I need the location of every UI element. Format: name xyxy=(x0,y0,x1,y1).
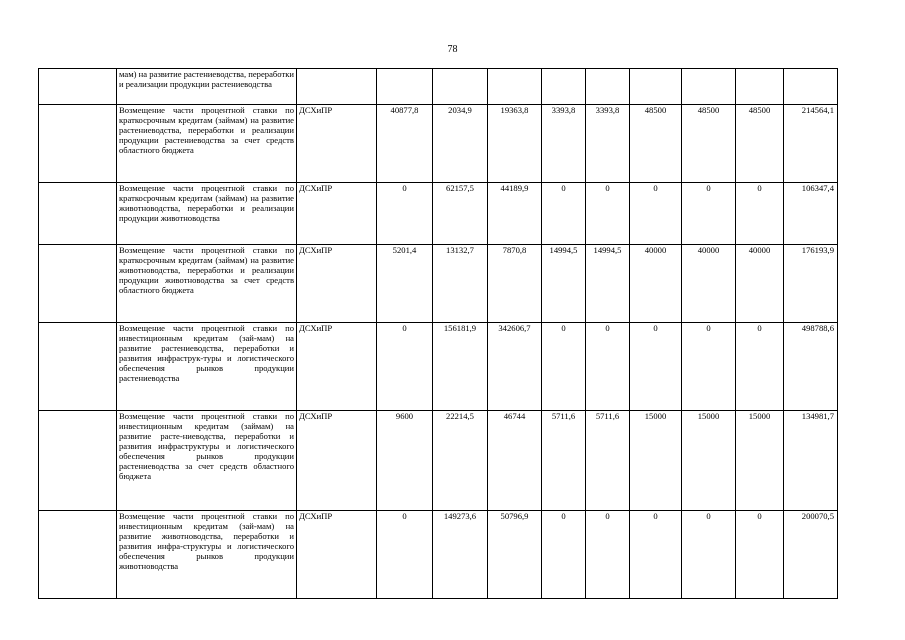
funding-value-cell: 5711,6 xyxy=(542,411,586,511)
measure-description: Возмещение части процентной ставки по краткосрочным кредитам (займам) на развитие животноводства, переработки и реализации продукции животноводства за счет средств областного бюджета xyxy=(117,245,297,323)
total-value-cell: 498788,6 xyxy=(784,323,838,411)
measure-description: Возмещение части процентной ставки по инвестиционным кредитам (зай-мам) на развитие растениеводства, переработки и развития инфраструк-туры и логистического обеспечения рынков продукции растениеводства xyxy=(117,323,297,411)
funding-value-cell: 0 xyxy=(586,511,630,599)
funding-value-cell: 50796,9 xyxy=(488,511,542,599)
funding-value-cell xyxy=(586,69,630,105)
funding-value-cell: 19363,8 xyxy=(488,105,542,183)
funding-value-cell xyxy=(682,69,736,105)
funding-value-cell: 40000 xyxy=(682,245,736,323)
total-value-cell: 200070,5 xyxy=(784,511,838,599)
funding-value-cell: 5711,6 xyxy=(586,411,630,511)
funding-value-cell: 0 xyxy=(736,183,784,245)
funding-value-cell: 0 xyxy=(377,511,433,599)
responsible-organization: ДСХиПР xyxy=(297,411,377,511)
table-row xyxy=(39,411,838,511)
total-value-cell xyxy=(784,69,838,105)
funding-value-cell: 3393,8 xyxy=(542,105,586,183)
funding-value-cell: 22214,5 xyxy=(433,411,488,511)
funding-value-cell: 15000 xyxy=(682,411,736,511)
funding-value-cell xyxy=(542,69,586,105)
responsible-organization: ДСХиПР xyxy=(297,183,377,245)
funding-value-cell xyxy=(488,69,542,105)
funding-value-cell: 48500 xyxy=(630,105,682,183)
measure-description: Возмещение части процентной ставки по инвестиционным кредитам (зай-мам) на развитие животноводства, переработки и развития инфра-структуры и логистического обеспечения рынков продукции животноводства xyxy=(117,511,297,599)
funding-value-cell xyxy=(433,69,488,105)
funding-value-cell: 0 xyxy=(586,323,630,411)
funding-value-cell: 48500 xyxy=(682,105,736,183)
funding-value-cell: 13132,7 xyxy=(433,245,488,323)
measure-description: Возмещение части процентной ставки по краткосрочным кредитам (займам) на развитие животноводства, переработки и реализации продукции животноводства xyxy=(117,183,297,245)
table-row xyxy=(39,105,838,183)
funding-value-cell: 0 xyxy=(736,511,784,599)
funding-value-cell: 44189,9 xyxy=(488,183,542,245)
funding-value-cell: 0 xyxy=(586,183,630,245)
responsible-organization: ДСХиПР xyxy=(297,323,377,411)
funding-value-cell: 0 xyxy=(542,511,586,599)
funding-value-cell: 156181,9 xyxy=(433,323,488,411)
funding-value-cell: 0 xyxy=(377,323,433,411)
funding-value-cell xyxy=(630,69,682,105)
funding-value-cell: 15000 xyxy=(736,411,784,511)
funding-value-cell: 342606,7 xyxy=(488,323,542,411)
funding-value-cell: 2034,9 xyxy=(433,105,488,183)
total-value-cell: 106347,4 xyxy=(784,183,838,245)
funding-value-cell: 5201,4 xyxy=(377,245,433,323)
measure-description: Возмещение части процентной ставки по инвестиционным кредитам (займам) на развитие расте-ниеводства, переработки и развития инфраструктуры и логистического обеспечения рынков продукции растениеводства за счет средств областного бюджета xyxy=(117,411,297,511)
table-row xyxy=(39,323,838,411)
funding-value-cell: 0 xyxy=(682,511,736,599)
funding-value-cell: 40877,8 xyxy=(377,105,433,183)
funding-value-cell: 149273,6 xyxy=(433,511,488,599)
row-section-cell xyxy=(39,69,117,105)
funding-value-cell: 15000 xyxy=(630,411,682,511)
funding-value-cell: 0 xyxy=(630,511,682,599)
funding-value-cell: 40000 xyxy=(736,245,784,323)
funding-value-cell: 0 xyxy=(736,323,784,411)
total-value-cell: 214564,1 xyxy=(784,105,838,183)
funding-value-cell: 62157,5 xyxy=(433,183,488,245)
funding-value-cell: 7870,8 xyxy=(488,245,542,323)
row-section-cell xyxy=(39,411,117,511)
funding-value-cell: 14994,5 xyxy=(586,245,630,323)
funding-value-cell: 14994,5 xyxy=(542,245,586,323)
budget-table xyxy=(38,68,838,599)
responsible-organization: ДСХиПР xyxy=(297,245,377,323)
funding-value-cell: 3393,8 xyxy=(586,105,630,183)
measure-description: мам) на развитие растениеводства, переработки и реализации продукции растениеводства xyxy=(117,69,297,105)
total-value-cell: 134981,7 xyxy=(784,411,838,511)
page-number: 78 xyxy=(447,44,458,55)
responsible-organization xyxy=(297,69,377,105)
funding-value-cell xyxy=(377,69,433,105)
funding-value-cell: 0 xyxy=(542,183,586,245)
table-row xyxy=(39,245,838,323)
funding-value-cell: 0 xyxy=(682,323,736,411)
row-section-cell xyxy=(39,323,117,411)
funding-value-cell: 46744 xyxy=(488,411,542,511)
funding-value-cell: 0 xyxy=(630,323,682,411)
measure-description: Возмещение части процентной ставки по краткосрочным кредитам (займам) на развитие растениеводства, переработки и реализации продукции растениеводства за счет средств областного бюджета xyxy=(117,105,297,183)
total-value-cell: 176193,9 xyxy=(784,245,838,323)
table-row xyxy=(39,183,838,245)
funding-value-cell xyxy=(736,69,784,105)
funding-value-cell: 40000 xyxy=(630,245,682,323)
responsible-organization: ДСХиПР xyxy=(297,105,377,183)
funding-value-cell: 0 xyxy=(682,183,736,245)
row-section-cell xyxy=(39,183,117,245)
table-row xyxy=(39,511,838,599)
row-section-cell xyxy=(39,511,117,599)
funding-value-cell: 0 xyxy=(630,183,682,245)
funding-value-cell: 9600 xyxy=(377,411,433,511)
funding-value-cell: 0 xyxy=(377,183,433,245)
row-section-cell xyxy=(39,105,117,183)
funding-value-cell: 0 xyxy=(542,323,586,411)
row-section-cell xyxy=(39,245,117,323)
responsible-organization: ДСХиПР xyxy=(297,511,377,599)
funding-value-cell: 48500 xyxy=(736,105,784,183)
table-row xyxy=(39,69,838,105)
